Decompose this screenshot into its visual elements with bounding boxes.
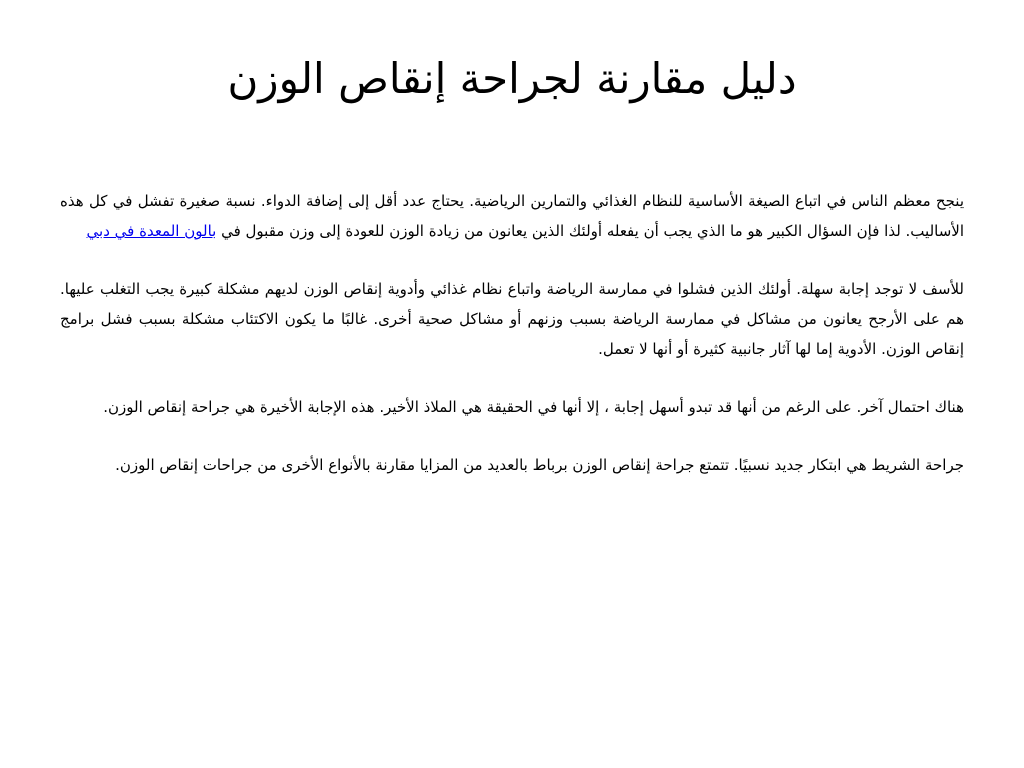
paragraph-3 — [60, 392, 964, 422]
slide-title: دليل مقارنة لجراحة إنقاص الوزن — [227, 54, 797, 103]
paragraph-3-text: هناك احتمال آخر. على الرغم من أنها قد تبدو أسهل إجابة ، إلا أنها في الحقيقة هي الملاذ الأخير. هذه الإجابة الأخيرة هي جراحة إنقاص الوزن. — [103, 398, 964, 416]
paragraph-2-text: للأسف لا توجد إجابة سهلة. أولئك الذين فشلوا في ممارسة الرياضة واتباع نظام غذائي وأدوية إنقاص الوزن لديهم مشكلة كبيرة يجب التغلب عليها. هم على الأرجح يعانون من مشاكل في ممارسة الرياضة بسبب وزنهم أو مشاكل صحية أخرى. غالبًا ما يكون الاكتئاب مشكلة بسبب فشل برامج إنقاص الوزن. الأدوية إما لها آثار جانبية كثيرة أو أنها لا تعمل. — [60, 280, 964, 358]
paragraph-2 — [60, 274, 964, 364]
paragraph-4-text: جراحة الشريط هي ابتكار جديد نسبيًا. تتمتع جراحة إنقاص الوزن برباط بالعديد من المزايا مقارنة بالأنواع الأخرى من جراحات إنقاص الوزن. — [115, 456, 964, 474]
gastric-balloon-dubai-link[interactable]: بالون المعدة في دبي — [86, 222, 217, 240]
paragraph-1 — [60, 186, 964, 246]
slide-body — [60, 186, 964, 508]
paragraph-4 — [60, 450, 964, 480]
paragraph-1-text: ينجح معظم الناس في اتباع الصيغة الأساسية للنظام الغذائي والتمارين الرياضية. يحتاج عدد أقل إلى إضافة الدواء. نسبة صغيرة تفشل في كل هذه الأساليب. لذا فإن السؤال الكبير هو ما الذي يجب أن يفعله أولئك الذين يعانون من زيادة الوزن للعودة إلى وزن مقبول في — [60, 192, 964, 240]
